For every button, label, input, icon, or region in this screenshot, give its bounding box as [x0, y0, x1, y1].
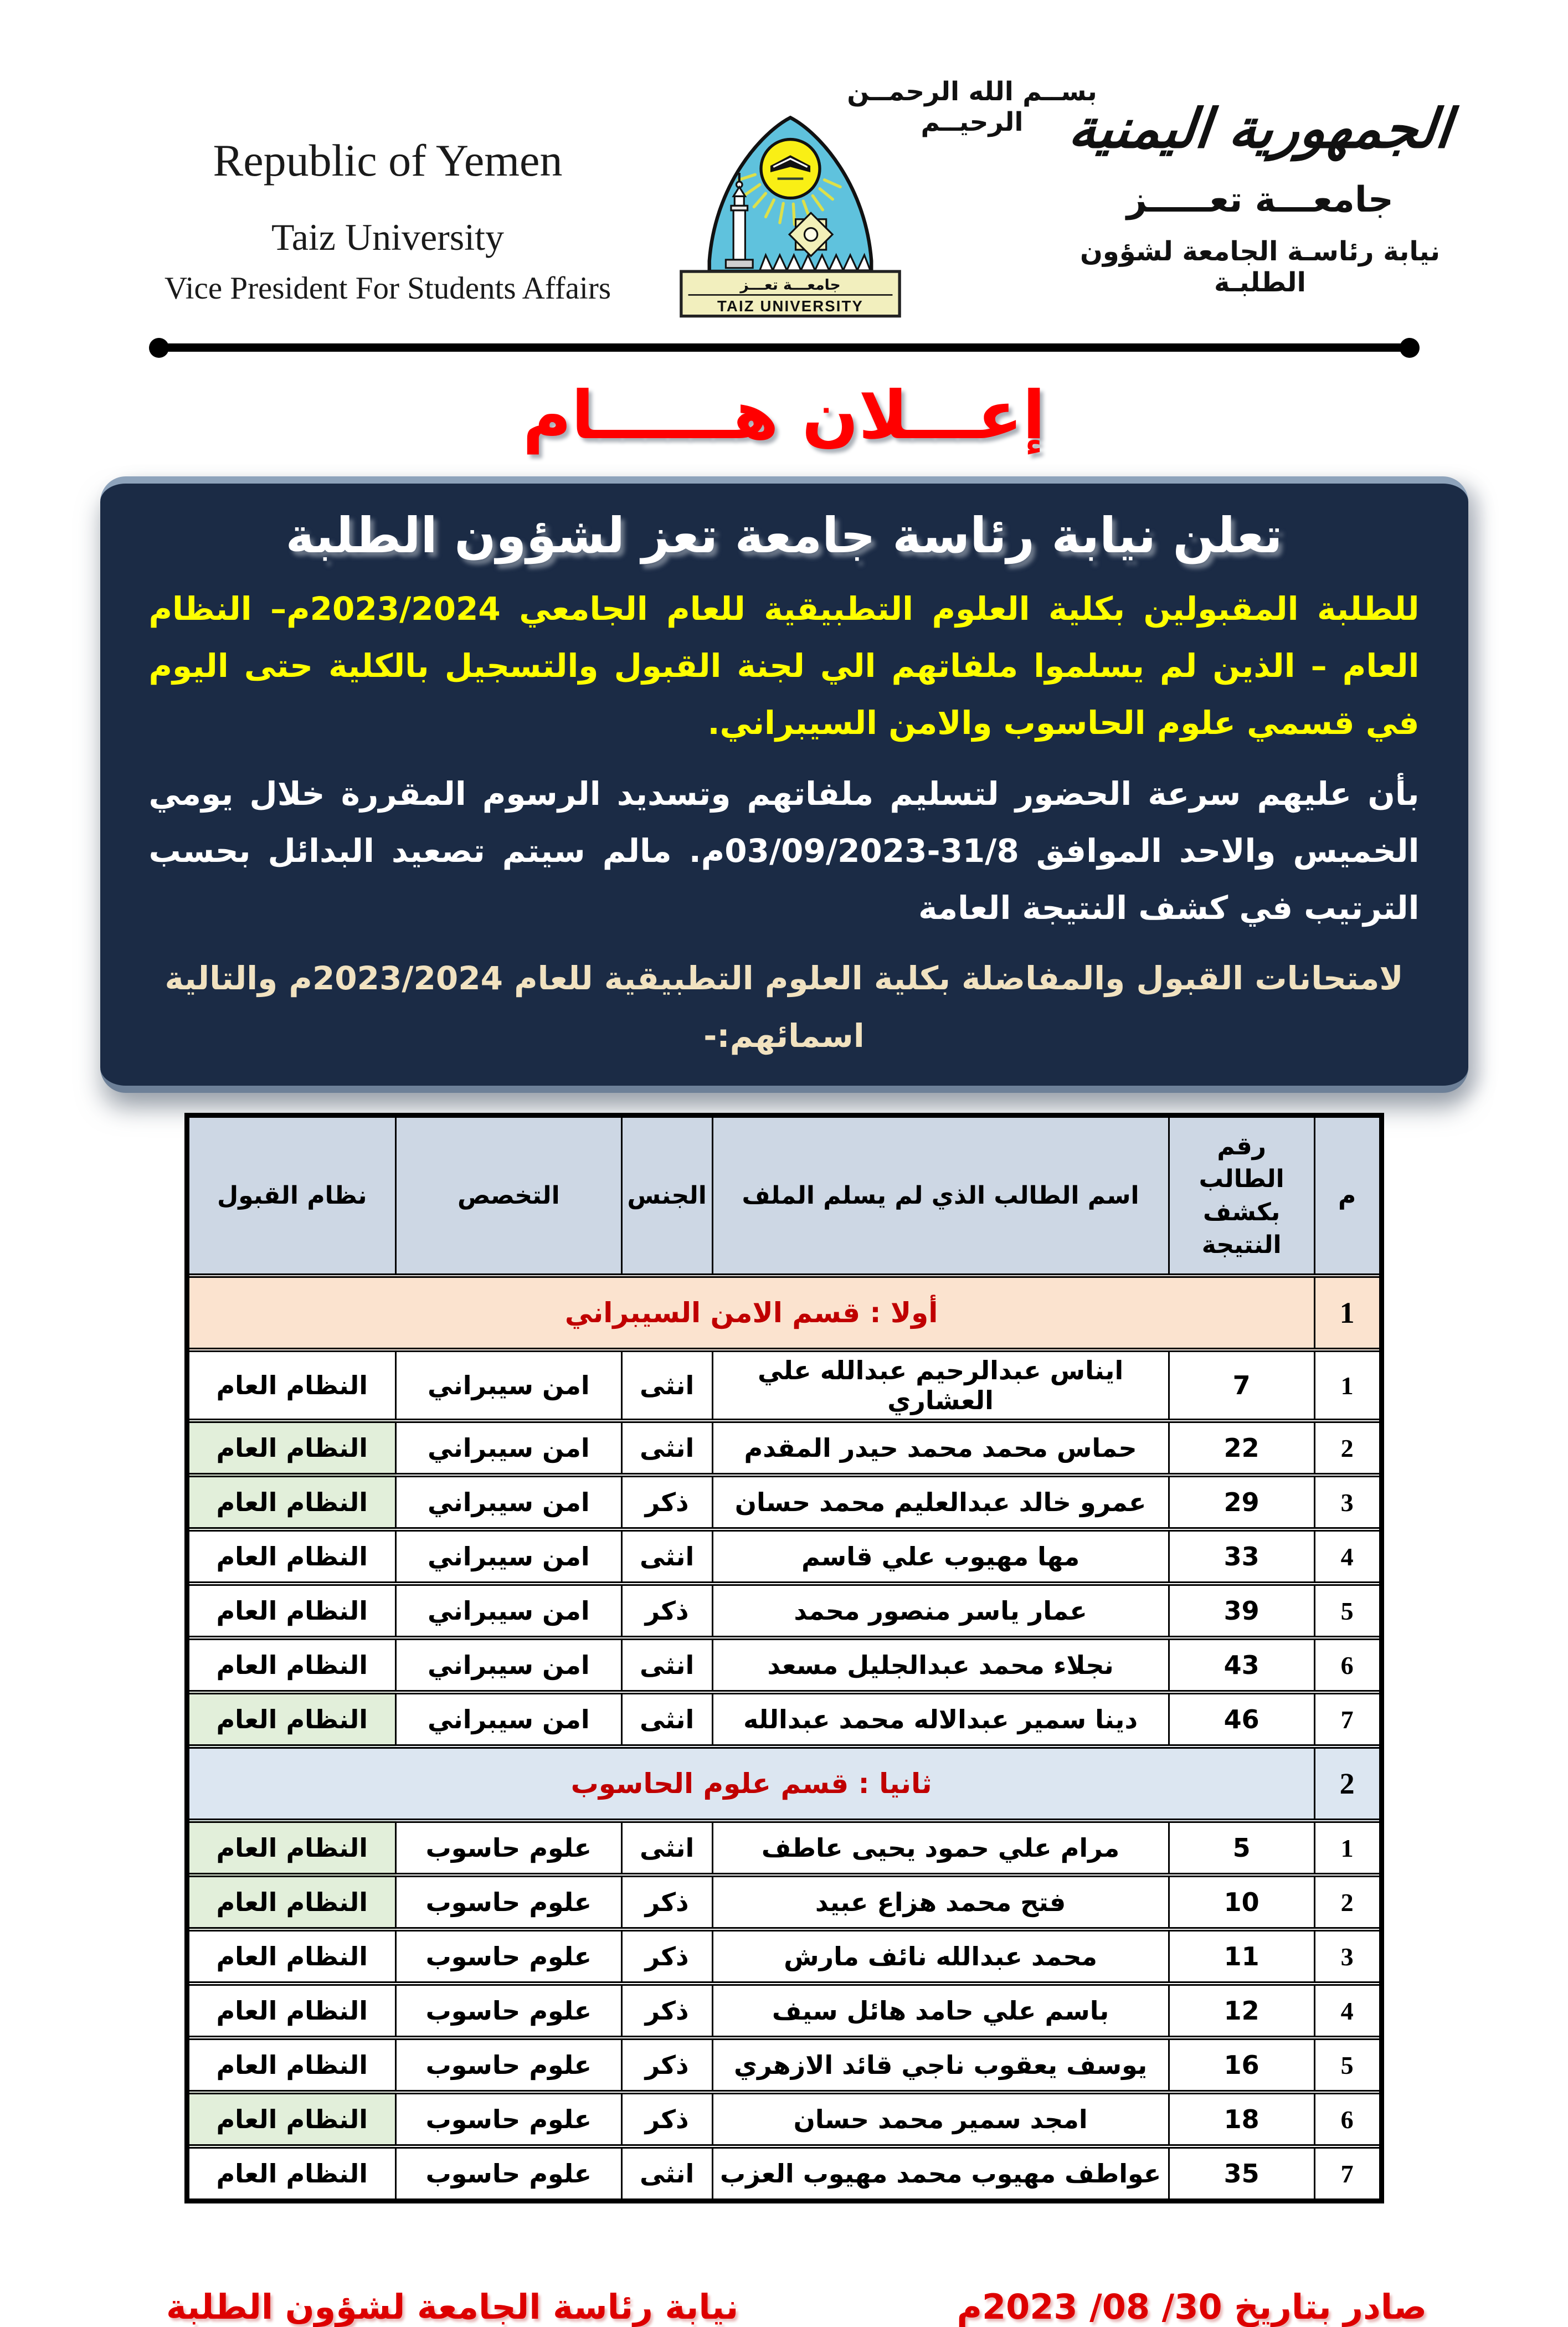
notice-paragraph-cream: لامتحانات القبول والمفاضلة بكلية العلوم التطبيقية للعام 2023/2024م والتالية اسمائهم:-: [164, 959, 1404, 1055]
col-header-gender: الجنس: [621, 1115, 712, 1276]
student-name: دينا سمير عبدالاله محمد عبدالله: [712, 1692, 1169, 1746]
student-number: 46: [1169, 1692, 1314, 1746]
student-name: نجلاء محمد عبدالجليل مسعد: [712, 1638, 1169, 1692]
gender: انثى: [621, 1692, 712, 1746]
footer-issue-date: صادر بتاريخ 30/ 08/ 2023م: [957, 2286, 1427, 2327]
col-header-index: م: [1314, 1115, 1381, 1276]
student-number: 16: [1169, 2038, 1314, 2092]
gender: انثى: [621, 1821, 712, 1875]
table-row: [187, 2146, 1381, 2201]
student-number: 35: [1169, 2146, 1314, 2201]
gender: ذكر: [621, 2038, 712, 2092]
country-name-ar: الجمهورية اليمنية: [1066, 97, 1454, 161]
admission-system: النظام العام: [187, 1638, 396, 1692]
row-index: 7: [1314, 1692, 1381, 1746]
gender: ذكر: [621, 1929, 712, 1984]
table-row: [187, 1529, 1381, 1584]
university-name-ar: جامعـــة تعـــــز: [1127, 179, 1394, 220]
table-header-row: [187, 1115, 1381, 1276]
table-row: [187, 1875, 1381, 1929]
notice-paragraph-yellow: للطلبة المقبولين بكلية العلوم التطبيقية للعام الجامعي 2023/2024م– النظام العام – الذين لم يسلموا ملفاتهم الي لجنة القبول والتسجيل بالكلية حتى اليوم في قسمي علوم الحاسوب والامن السيبراني.: [148, 590, 1420, 742]
major: امن سيبراني: [396, 1421, 622, 1475]
table-row: [187, 1475, 1381, 1529]
letterhead-english: [114, 135, 662, 306]
row-index: 6: [1314, 1638, 1381, 1692]
row-index: 4: [1314, 1984, 1381, 2038]
admission-system: النظام العام: [187, 1584, 396, 1638]
bismillah-text: بســم الله الرحمــن الرحيــم: [847, 76, 1097, 137]
table-row: [187, 1350, 1381, 1421]
student-number: 5: [1169, 1821, 1314, 1875]
table-row: [187, 1821, 1381, 1875]
admission-system: النظام العام: [187, 2038, 396, 2092]
student-name: عواطف مهيوب محمد مهيوب العزب: [712, 2146, 1169, 2201]
student-number: 18: [1169, 2092, 1314, 2146]
table-row: [187, 1984, 1381, 2038]
footer-issuer: نيابة رئاسة الجامعة لشؤون الطلبة: [166, 2286, 739, 2327]
admission-system: النظام العام: [187, 1875, 396, 1929]
row-index: 5: [1314, 2038, 1381, 2092]
admission-system: النظام العام: [187, 1529, 396, 1584]
student-name: مها مهيوب علي قاسم: [712, 1529, 1169, 1584]
admission-system: النظام العام: [187, 1929, 396, 1984]
notice-title: تعلن نيابة رئاسة جامعة تعز لشؤون الطلبة: [285, 507, 1283, 564]
row-index: 1: [1314, 1821, 1381, 1875]
student-name: امجد سمير محمد حسان: [712, 2092, 1169, 2146]
col-header-major: التخصص: [396, 1115, 622, 1276]
section-header-row: [187, 1746, 1381, 1821]
row-index: 6: [1314, 2092, 1381, 2146]
table-row: [187, 2092, 1381, 2146]
student-number: 10: [1169, 1875, 1314, 1929]
gender: ذكر: [621, 2092, 712, 2146]
student-name: عمار ياسر منصور محمد: [712, 1584, 1169, 1638]
student-number: 7: [1169, 1350, 1314, 1421]
major: امن سيبراني: [396, 1692, 622, 1746]
major: امن سيبراني: [396, 1350, 622, 1421]
students-table-body: [187, 1276, 1381, 2201]
section-index: 1: [1314, 1276, 1381, 1350]
student-number: 43: [1169, 1638, 1314, 1692]
major: علوم حاسوب: [396, 1929, 622, 1984]
letterhead-arabic: [1063, 97, 1457, 298]
student-name: ايناس عبدالرحيم عبدالله علي العشاري: [712, 1350, 1169, 1421]
section-title: ثانيا : قسم علوم الحاسوب: [187, 1746, 1314, 1821]
major: علوم حاسوب: [396, 1875, 622, 1929]
page-title: إعـــلان هــــــام: [522, 377, 1046, 454]
office-name-ar: نيابة رئاسـة الجامعة لشؤون الطلبـة: [1079, 236, 1441, 298]
admission-system: النظام العام: [187, 1475, 396, 1529]
student-name: محمد عبدالله نائف مارش: [712, 1929, 1169, 1984]
major: امن سيبراني: [396, 1529, 622, 1584]
gender: انثى: [621, 1350, 712, 1421]
university-logo: [673, 114, 908, 322]
admission-system: النظام العام: [187, 2092, 396, 2146]
sun-icon: [761, 140, 820, 198]
office-name-en: Vice President For Students Affairs: [164, 271, 611, 306]
letterhead: [0, 49, 1568, 343]
student-number: 39: [1169, 1584, 1314, 1638]
admission-system: النظام العام: [187, 2146, 396, 2201]
gender: انثى: [621, 1638, 712, 1692]
student-number: 12: [1169, 1984, 1314, 2038]
notice-box: [100, 476, 1468, 1093]
admission-system: النظام العام: [187, 1421, 396, 1475]
student-number: 11: [1169, 1929, 1314, 1984]
major: امن سيبراني: [396, 1638, 622, 1692]
gender: انثى: [621, 2146, 712, 2201]
major: امن سيبراني: [396, 1584, 622, 1638]
student-number: 22: [1169, 1421, 1314, 1475]
logo-caption-english: TAIZ UNIVERSITY: [717, 297, 863, 315]
student-name: فتح محمد هزاع عبيد: [712, 1875, 1169, 1929]
university-name-en: Taiz University: [271, 216, 505, 258]
student-name: عمرو خالد عبدالعليم محمد حسان: [712, 1475, 1169, 1529]
table-row: [187, 1421, 1381, 1475]
col-header-student-number: رقم الطالب بكشف النتيجة: [1169, 1115, 1314, 1276]
student-name: يوسف يعقوب ناجي قائد الازهري: [712, 2038, 1169, 2092]
admission-system: النظام العام: [187, 1692, 396, 1746]
university-logo-icon: [673, 114, 908, 320]
row-index: 2: [1314, 1421, 1381, 1475]
major: علوم حاسوب: [396, 1984, 622, 2038]
section-header-row: [187, 1276, 1381, 1350]
student-number: 33: [1169, 1529, 1314, 1584]
student-name: حماس محمد محمد حيدر المقدم: [712, 1421, 1169, 1475]
section-title: أولا : قسم الامن السيبراني: [187, 1276, 1314, 1350]
rosette-icon: [789, 213, 832, 256]
major: امن سيبراني: [396, 1475, 622, 1529]
country-name-en: Republic of Yemen: [213, 135, 563, 186]
section-index: 2: [1314, 1746, 1381, 1821]
gender: ذكر: [621, 1875, 712, 1929]
logo-caption-arabic: جامعـــة تعـــز: [740, 276, 841, 294]
student-number: 29: [1169, 1475, 1314, 1529]
notice-paragraph-white: بأن عليهم سرعة الحضور لتسليم ملفاتهم وتسديد الرسوم المقررة خلال يومي الخميس والاحد الموافق 31/8-03/09/2023م. مالم سيتم تصعيد البدائل بحسب الترتيب في كشف النتيجة العامة: [148, 774, 1420, 927]
gender: انثى: [621, 1529, 712, 1584]
table-row: [187, 1692, 1381, 1746]
admission-system: النظام العام: [187, 1984, 396, 2038]
col-header-admission-system: نظام القبول: [187, 1115, 396, 1276]
gender: انثى: [621, 1421, 712, 1475]
header-divider-rule: [158, 343, 1411, 352]
student-name: مرام علي حمود يحيى عاطف: [712, 1821, 1169, 1875]
major: علوم حاسوب: [396, 1821, 622, 1875]
col-header-student-name: اسم الطالب الذي لم يسلم الملف: [712, 1115, 1169, 1276]
row-index: 3: [1314, 1929, 1381, 1984]
gender: ذكر: [621, 1584, 712, 1638]
row-index: 1: [1314, 1350, 1381, 1421]
table-row: [187, 2038, 1381, 2092]
footer: [0, 2287, 1568, 2327]
admission-system: النظام العام: [187, 1821, 396, 1875]
table-row: [187, 1929, 1381, 1984]
gender: ذكر: [621, 1475, 712, 1529]
gender: ذكر: [621, 1984, 712, 2038]
major: علوم حاسوب: [396, 2146, 622, 2201]
row-index: 3: [1314, 1475, 1381, 1529]
major: علوم حاسوب: [396, 2092, 622, 2146]
major: علوم حاسوب: [396, 2038, 622, 2092]
row-index: 5: [1314, 1584, 1381, 1638]
admission-system: النظام العام: [187, 1350, 396, 1421]
row-index: 4: [1314, 1529, 1381, 1584]
table-row: [187, 1584, 1381, 1638]
row-index: 7: [1314, 2146, 1381, 2201]
table-row: [187, 1638, 1381, 1692]
students-table: [184, 1113, 1384, 2203]
student-name: باسم علي حامد هائل سيف: [712, 1984, 1169, 2038]
row-index: 2: [1314, 1875, 1381, 1929]
